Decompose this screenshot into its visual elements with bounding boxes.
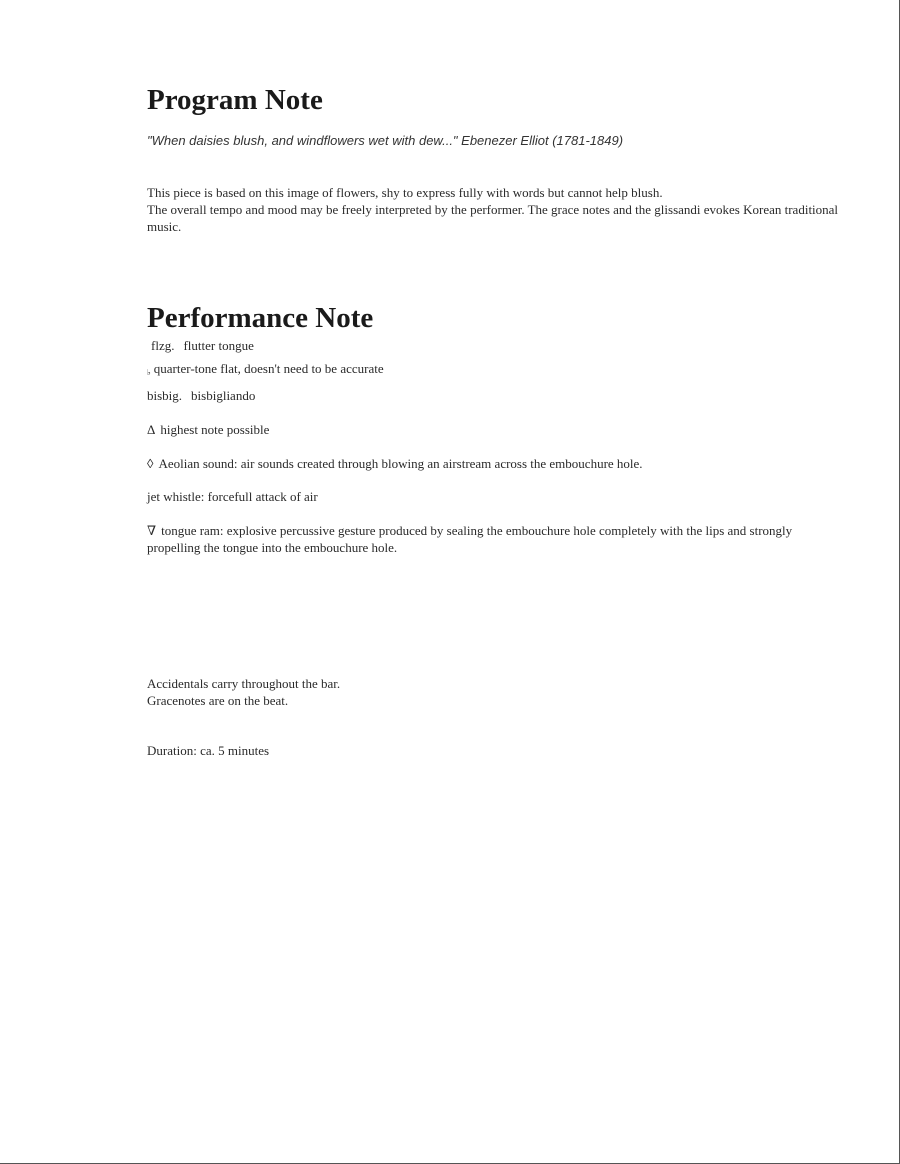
- triangle-icon: Δ: [147, 422, 156, 437]
- inverted-triangle-icon: ∇: [147, 523, 157, 538]
- legend-term: flzg.: [151, 338, 175, 353]
- performance-note-heading: Performance Note: [147, 302, 374, 334]
- legend-text: tongue ram: explosive percussive gesture produced by sealing the embouchure hole completely with the lips and strongly propelling the tongue into the embouchure hole.: [147, 523, 793, 555]
- epigraph-quote: "When daisies blush, and windflowers wet with dew..." Ebenezer Elliot (1781-1849): [147, 133, 624, 148]
- legend-item-flutter-tongue: [151, 337, 254, 354]
- general-notes: [147, 675, 747, 709]
- program-note-line-1: This piece is based on this image of flowers, shy to express fully with words but cannot help blush.: [147, 185, 663, 200]
- legend-item-bisbigliando: [147, 387, 255, 404]
- legend-text: bisbigliando: [191, 388, 256, 403]
- program-note-heading: Program Note: [147, 84, 323, 116]
- legend-item-highest-note: [147, 421, 269, 438]
- legend-text: Aeolian sound: air sounds created through blowing an airstream across the embouchure hole.: [158, 456, 643, 471]
- legend-item-aeolian-sound: [147, 455, 643, 472]
- quarter-flat-icon: ♭: [147, 368, 151, 377]
- program-note-line-2: The overall tempo and mood may be freely interpreted by the performer. The grace notes and the glissandi evokes Korean traditional music.: [147, 202, 839, 234]
- gracenotes-note: Gracenotes are on the beat.: [147, 693, 289, 708]
- legend-text: jet whistle: forcefull attack of air: [147, 489, 318, 504]
- legend-text: quarter-tone flat, doesn't need to be accurate: [153, 361, 384, 376]
- legend-item-jet-whistle: [147, 488, 318, 505]
- program-note-paragraph: [147, 184, 867, 235]
- legend-item-tongue-ram: [147, 522, 827, 556]
- legend-item-quarter-tone-flat: [147, 360, 384, 381]
- accidentals-note: Accidentals carry throughout the bar.: [147, 676, 341, 691]
- diamond-icon: ◊: [147, 456, 154, 471]
- legend-text: flutter tongue: [183, 338, 254, 353]
- duration-note: Duration: ca. 5 minutes: [147, 743, 270, 758]
- legend-text: highest note possible: [160, 422, 270, 437]
- legend-term: bisbig.: [147, 388, 183, 403]
